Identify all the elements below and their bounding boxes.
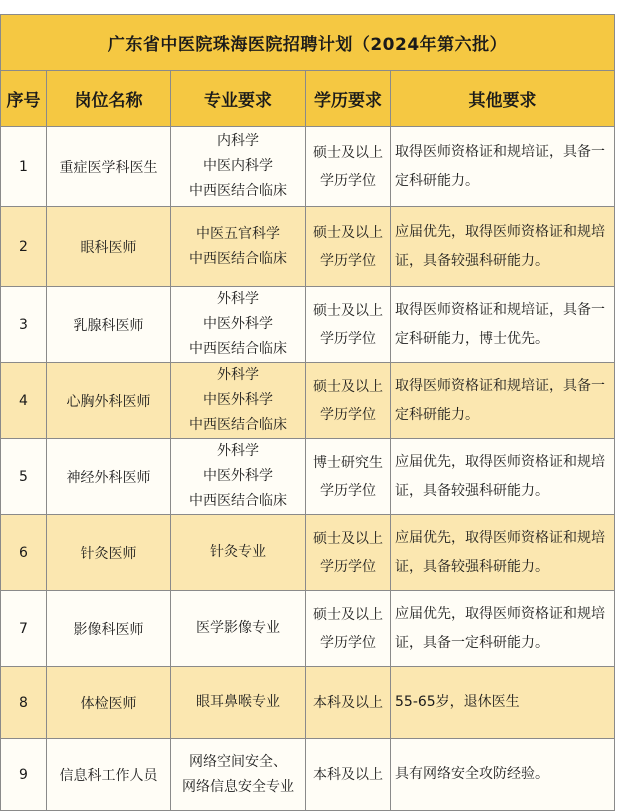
education-requirement — [306, 363, 391, 439]
major-requirement — [171, 591, 306, 667]
education-line: 硕士及以上 — [313, 530, 383, 547]
major-line: 中西医结合临床 — [189, 183, 287, 199]
major-requirement — [171, 207, 306, 287]
other-requirement: 应届优先，取得医师资格证和规培证，具备较强科研能力。 — [391, 515, 615, 591]
education-requirement — [306, 439, 391, 515]
education-requirement — [306, 739, 391, 811]
major-line: 医学影像专业 — [196, 620, 280, 636]
table-row — [1, 207, 615, 287]
position-name: 信息科工作人员 — [47, 739, 171, 811]
major-requirement — [171, 363, 306, 439]
row-number: 5 — [1, 439, 47, 515]
major-line: 网络空间安全、 — [189, 753, 287, 770]
row-number: 8 — [1, 667, 47, 739]
major-requirement — [171, 287, 306, 363]
header-row — [1, 71, 615, 127]
major-line: 中医外科学 — [203, 316, 273, 332]
header-position: 岗位名称 — [47, 71, 171, 127]
major-line: 中医内科学 — [203, 158, 273, 174]
major-requirement — [171, 127, 306, 207]
position-name: 重症医学科医生 — [47, 127, 171, 207]
row-number: 6 — [1, 515, 47, 591]
other-requirement: 55-65岁，退休医生 — [391, 667, 615, 739]
education-line: 硕士及以上 — [313, 144, 383, 161]
education-line: 硕士及以上 — [313, 224, 383, 241]
table-row — [1, 363, 615, 439]
table-row — [1, 127, 615, 207]
education-line: 学历学位 — [320, 482, 376, 499]
header-education: 学历要求 — [306, 71, 391, 127]
position-name: 眼科医师 — [47, 207, 171, 287]
education-line: 硕士及以上 — [313, 302, 383, 319]
education-requirement — [306, 591, 391, 667]
education-line: 本科及以上 — [313, 766, 383, 783]
major-line: 针灸专业 — [210, 544, 266, 560]
header-other: 其他要求 — [391, 71, 615, 127]
row-number: 1 — [1, 127, 47, 207]
education-requirement — [306, 287, 391, 363]
major-line: 中医外科学 — [203, 468, 273, 484]
education-line: 学历学位 — [320, 558, 376, 575]
major-line: 外科学 — [217, 443, 259, 459]
other-requirement: 应届优先，取得医师资格证和规培证，具备较强科研能力。 — [391, 439, 615, 515]
education-line: 学历学位 — [320, 634, 376, 651]
major-line: 眼耳鼻喉专业 — [196, 694, 280, 710]
position-name: 影像科医师 — [47, 591, 171, 667]
row-number: 2 — [1, 207, 47, 287]
table-row — [1, 739, 615, 811]
major-requirement — [171, 515, 306, 591]
table-row — [1, 439, 615, 515]
major-line: 中医外科学 — [203, 392, 273, 408]
table-body — [1, 127, 615, 811]
position-name: 神经外科医师 — [47, 439, 171, 515]
table-row — [1, 515, 615, 591]
education-line: 学历学位 — [320, 252, 376, 269]
major-line: 中西医结合临床 — [189, 341, 287, 357]
education-line: 本科及以上 — [313, 694, 383, 711]
position-name: 针灸医师 — [47, 515, 171, 591]
table-row — [1, 591, 615, 667]
major-line: 外科学 — [217, 367, 259, 383]
education-line: 学历学位 — [320, 330, 376, 347]
education-line: 博士研究生 — [313, 454, 383, 471]
other-requirement: 具有网络安全攻防经验。 — [391, 739, 615, 811]
table-row — [1, 667, 615, 739]
major-line: 中医五官科学 — [196, 225, 280, 242]
education-requirement — [306, 207, 391, 287]
position-name: 乳腺科医师 — [47, 287, 171, 363]
position-name: 体检医师 — [47, 667, 171, 739]
other-requirement: 应届优先，取得医师资格证和规培证，具备较强科研能力。 — [391, 207, 615, 287]
row-number: 4 — [1, 363, 47, 439]
major-line: 外科学 — [217, 291, 259, 307]
other-requirement: 取得医师资格证和规培证，具备一定科研能力。 — [391, 127, 615, 207]
major-line: 中西医结合临床 — [189, 417, 287, 433]
row-number: 9 — [1, 739, 47, 811]
other-requirement: 取得医师资格证和规培证，具备一定科研能力，博士优先。 — [391, 287, 615, 363]
education-requirement — [306, 667, 391, 739]
major-requirement — [171, 439, 306, 515]
other-requirement: 取得医师资格证和规培证，具备一定科研能力。 — [391, 363, 615, 439]
education-line: 硕士及以上 — [313, 606, 383, 623]
major-line: 网络信息安全专业 — [182, 778, 294, 795]
major-line: 中西医结合临床 — [189, 493, 287, 509]
education-line: 学历学位 — [320, 172, 376, 189]
education-requirement — [306, 515, 391, 591]
education-line: 硕士及以上 — [313, 378, 383, 395]
other-requirement: 应届优先，取得医师资格证和规培证，具备一定科研能力。 — [391, 591, 615, 667]
education-line: 学历学位 — [320, 406, 376, 423]
major-line: 内科学 — [217, 133, 259, 149]
header-no: 序号 — [1, 71, 47, 127]
major-requirement — [171, 739, 306, 811]
recruitment-table — [0, 14, 615, 811]
header-major: 专业要求 — [171, 71, 306, 127]
table-row — [1, 287, 615, 363]
row-number: 3 — [1, 287, 47, 363]
major-requirement — [171, 667, 306, 739]
major-line: 中西医结合临床 — [189, 250, 287, 267]
education-requirement — [306, 127, 391, 207]
position-name: 心胸外科医师 — [47, 363, 171, 439]
row-number: 7 — [1, 591, 47, 667]
table-title: 广东省中医院珠海医院招聘计划（2024年第六批） — [1, 15, 615, 71]
